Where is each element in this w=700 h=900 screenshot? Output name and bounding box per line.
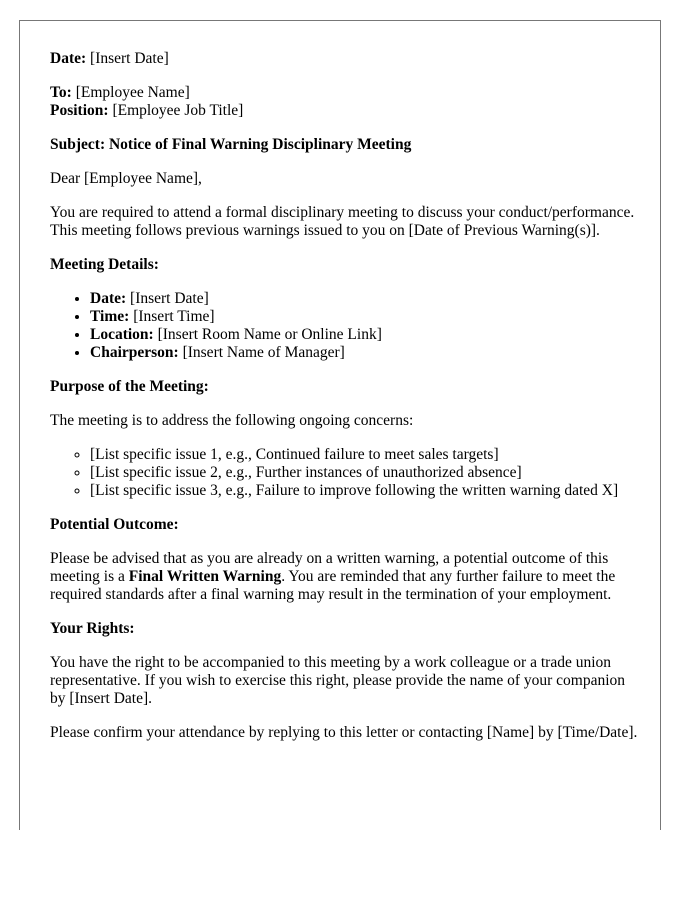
- subject-text: Subject: Notice of Final Warning Disciplinary Meeting: [50, 136, 412, 153]
- purpose-heading-text: Purpose of the Meeting:: [50, 378, 209, 395]
- detail-label: Chairperson:: [90, 344, 179, 361]
- date-line: [50, 50, 640, 68]
- subject-line: [50, 136, 640, 154]
- list-item: [90, 326, 640, 344]
- closing-paragraph: Please confirm your attendance by replying to this letter or contacting [Name] by [Time/Date].: [50, 724, 638, 741]
- issues-list: [50, 446, 640, 500]
- rights-heading: [50, 620, 640, 638]
- list-item: [90, 290, 640, 308]
- detail-label: Date:: [90, 290, 127, 307]
- detail-label: Time:: [90, 308, 130, 325]
- meeting-details-heading-text: Meeting Details:: [50, 256, 159, 273]
- letter-content: [50, 50, 640, 758]
- position-line: [50, 102, 640, 120]
- intro-paragraph: You are required to attend a formal disciplinary meeting to discuss your conduct/performance. This meeting follows previous warnings issued to you on [Date of Previous Warning(s)].: [50, 204, 635, 239]
- list-item: ◦ [List specific issue 3, e.g., Failure to improve following the written warning dated X]: [90, 482, 640, 500]
- detail-value: [Insert Room Name or Online Link]: [157, 326, 382, 343]
- position-label: Position:: [50, 102, 109, 119]
- outcome-paragraph: [50, 550, 640, 604]
- list-item: [90, 308, 640, 326]
- to-value: [Employee Name]: [75, 84, 190, 101]
- detail-label: Location:: [90, 326, 154, 343]
- position-value: [Employee Job Title]: [112, 102, 244, 119]
- outcome-heading-text: Potential Outcome:: [50, 516, 179, 533]
- to-line: [50, 84, 640, 102]
- rights-paragraph: You have the right to be accompanied to this meeting by a work colleague or a trade union representative. If you wish to exercise this right, please provide the name of your companion by [Insert Date].: [50, 654, 626, 707]
- purpose-heading: [50, 378, 640, 396]
- date-label: Date:: [50, 50, 87, 67]
- meeting-details-list: [50, 290, 640, 362]
- outcome-heading: [50, 516, 640, 534]
- letter-page: [19, 20, 661, 830]
- date-value: [Insert Date]: [90, 50, 169, 67]
- list-item: [90, 344, 640, 362]
- purpose-intro: The meeting is to address the following ongoing concerns:: [50, 412, 414, 429]
- outcome-text-after: . You are reminded that any further failure to meet the required standards after a final warning may result in the termination of your employment.: [50, 568, 616, 603]
- meeting-details-heading: [50, 256, 640, 274]
- outcome-text-before: Please be advised that as you are already on a written warning, a potential outcome of this meeting is a: [50, 550, 609, 585]
- salutation: Dear [Employee Name],: [50, 170, 202, 187]
- to-label: To:: [50, 84, 72, 101]
- outcome-bold: Final Written Warning: [128, 568, 282, 585]
- list-item: ◦ [List specific issue 1, e.g., Continued failure to meet sales targets]: [90, 446, 640, 464]
- detail-value: [Insert Date]: [130, 290, 209, 307]
- rights-heading-text: Your Rights:: [50, 620, 135, 637]
- detail-value: [Insert Time]: [133, 308, 215, 325]
- detail-value: [Insert Name of Manager]: [182, 344, 345, 361]
- list-item: ◦ [List specific issue 2, e.g., Further instances of unauthorized absence]: [90, 464, 640, 482]
